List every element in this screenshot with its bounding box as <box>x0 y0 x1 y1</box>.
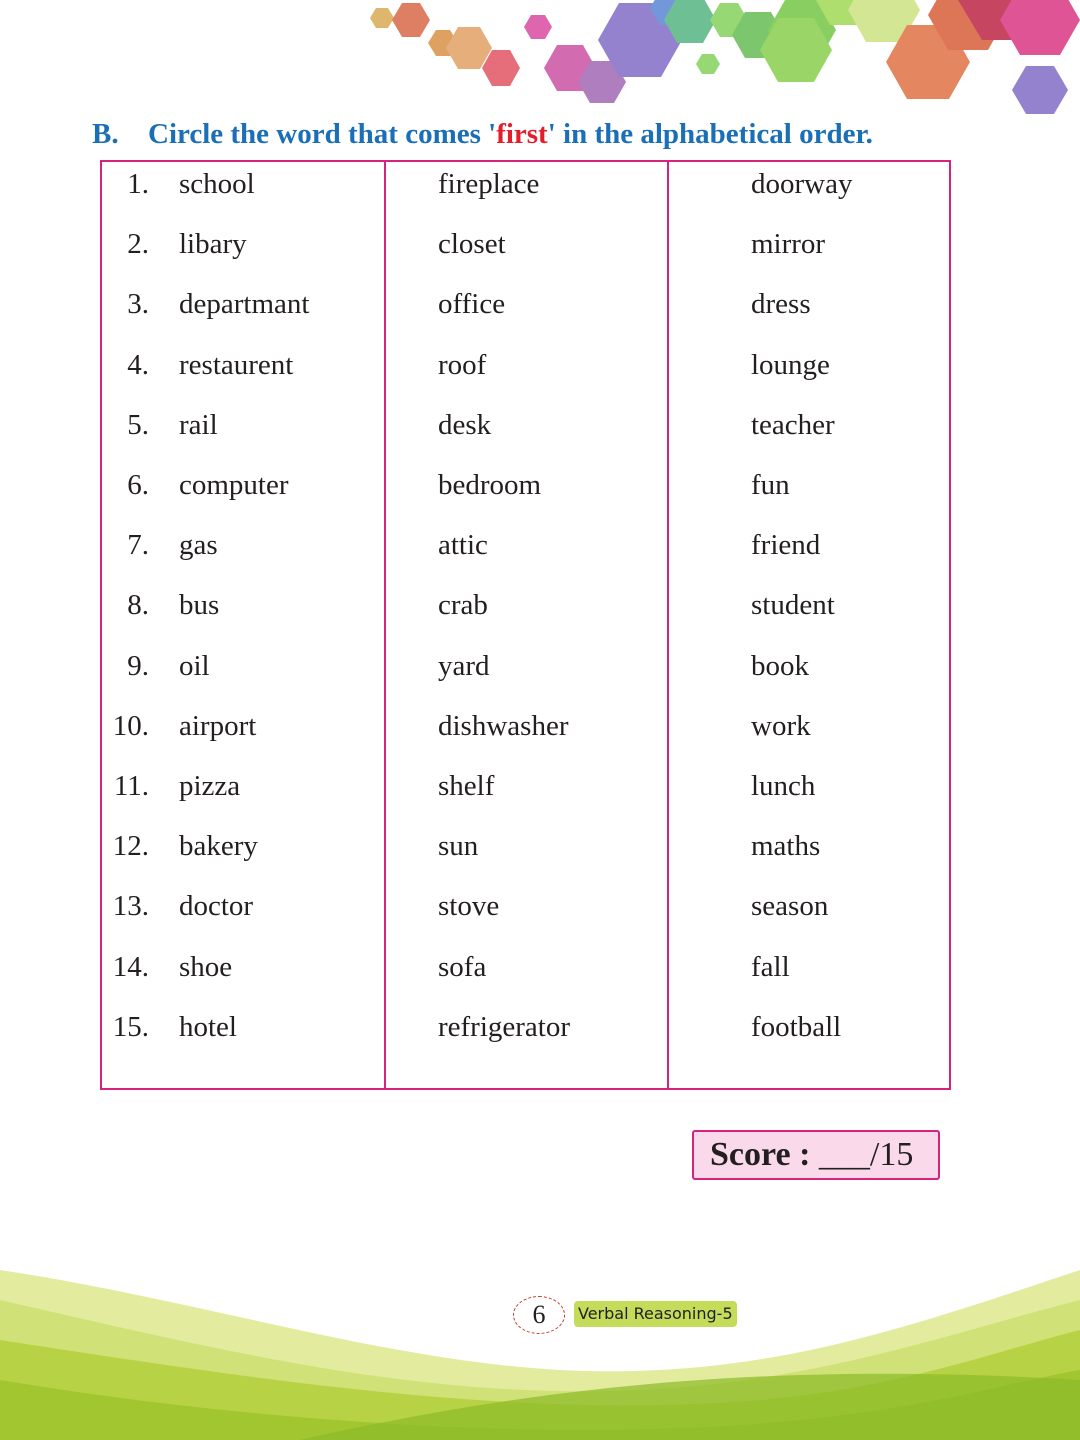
item-number: 4. <box>127 348 149 381</box>
item-number: 8. <box>127 589 149 622</box>
item-number: 5. <box>127 408 149 441</box>
word-option[interactable]: season <box>751 890 829 923</box>
word-option[interactable]: fun <box>751 469 790 501</box>
word-option[interactable]: work <box>751 709 811 742</box>
item-number: 1. <box>127 168 149 200</box>
table-row <box>102 650 949 690</box>
word-option[interactable]: closet <box>438 228 506 261</box>
item-number: 9. <box>127 649 149 682</box>
word-option[interactable]: doctor <box>179 890 254 923</box>
word-option[interactable]: rail <box>179 408 218 441</box>
score-total: /15 <box>869 1136 914 1173</box>
table-row <box>102 529 949 569</box>
word-option[interactable]: hotel <box>179 1010 237 1043</box>
word-option[interactable]: football <box>751 1010 842 1043</box>
word-option[interactable]: restaurent <box>179 348 294 381</box>
word-option[interactable]: bakery <box>179 830 258 863</box>
word-option[interactable]: school <box>179 168 255 200</box>
word-option[interactable]: student <box>751 589 835 622</box>
word-option[interactable]: fireplace <box>438 168 540 200</box>
score-blank[interactable]: ___ <box>818 1136 870 1173</box>
score-label: Score : <box>710 1136 811 1173</box>
instruction-emphasis: first <box>496 118 548 150</box>
table-row <box>102 168 949 208</box>
word-option[interactable]: attic <box>438 529 488 562</box>
instruction-text-start: Circle the word that comes ' <box>148 118 497 150</box>
word-option[interactable]: doorway <box>751 168 853 200</box>
book-title: Verbal Reasoning-5 <box>574 1301 737 1327</box>
section-heading <box>92 118 873 151</box>
word-option[interactable]: airport <box>179 709 257 742</box>
table-row <box>102 409 949 449</box>
word-option[interactable]: crab <box>438 589 488 622</box>
word-option[interactable]: lounge <box>751 348 830 381</box>
word-option[interactable]: pizza <box>179 770 241 802</box>
table-row <box>102 469 949 509</box>
table-row <box>102 951 949 991</box>
score-box <box>692 1130 940 1180</box>
item-number: 12. <box>112 830 149 863</box>
section-letter: B. <box>92 118 119 150</box>
item-number: 10. <box>112 709 149 742</box>
table-row <box>102 770 949 810</box>
word-option[interactable]: desk <box>438 408 492 441</box>
word-option[interactable]: sofa <box>438 950 487 983</box>
word-option[interactable]: lunch <box>751 770 816 802</box>
word-option[interactable]: teacher <box>751 408 835 441</box>
word-option[interactable]: shelf <box>438 770 495 802</box>
word-option[interactable]: gas <box>179 529 218 562</box>
word-option[interactable]: bedroom <box>438 469 542 501</box>
table-row <box>102 349 949 389</box>
table-row <box>102 589 949 629</box>
item-number: 3. <box>127 288 149 321</box>
item-number: 13. <box>112 890 149 923</box>
word-option[interactable]: departmant <box>179 288 310 321</box>
word-option[interactable]: mirror <box>751 228 826 261</box>
word-option[interactable]: refrigerator <box>438 1010 571 1043</box>
word-option[interactable]: office <box>438 288 506 321</box>
word-option[interactable]: computer <box>179 469 289 501</box>
word-option[interactable]: shoe <box>179 950 233 983</box>
word-option[interactable]: bus <box>179 589 220 622</box>
word-option[interactable]: libary <box>179 228 247 261</box>
word-option[interactable]: roof <box>438 348 487 381</box>
table-row <box>102 288 949 328</box>
word-option[interactable]: yard <box>438 649 490 682</box>
word-option[interactable]: dress <box>751 288 811 321</box>
table-row <box>102 710 949 750</box>
table-row <box>102 228 949 268</box>
item-number: 2. <box>127 228 149 261</box>
instruction-text-end: ' in the alphabetical order. <box>547 118 873 150</box>
item-number: 7. <box>127 529 149 562</box>
word-option[interactable]: oil <box>179 649 210 682</box>
word-option[interactable]: fall <box>751 950 790 983</box>
item-number: 6. <box>127 469 149 501</box>
word-option[interactable]: sun <box>438 830 479 863</box>
word-option[interactable]: dishwasher <box>438 709 569 742</box>
item-number: 14. <box>112 950 149 983</box>
word-table <box>100 160 951 1090</box>
word-option[interactable]: stove <box>438 890 500 923</box>
item-number: 15. <box>112 1010 149 1043</box>
word-option[interactable]: maths <box>751 830 821 863</box>
page-number: 6 <box>513 1296 565 1334</box>
word-option[interactable]: book <box>751 649 809 682</box>
word-option[interactable]: friend <box>751 529 821 562</box>
table-row <box>102 1011 949 1051</box>
table-row <box>102 830 949 870</box>
item-number: 11. <box>113 770 149 802</box>
table-row <box>102 890 949 930</box>
hexagon-decoration <box>0 0 1080 130</box>
